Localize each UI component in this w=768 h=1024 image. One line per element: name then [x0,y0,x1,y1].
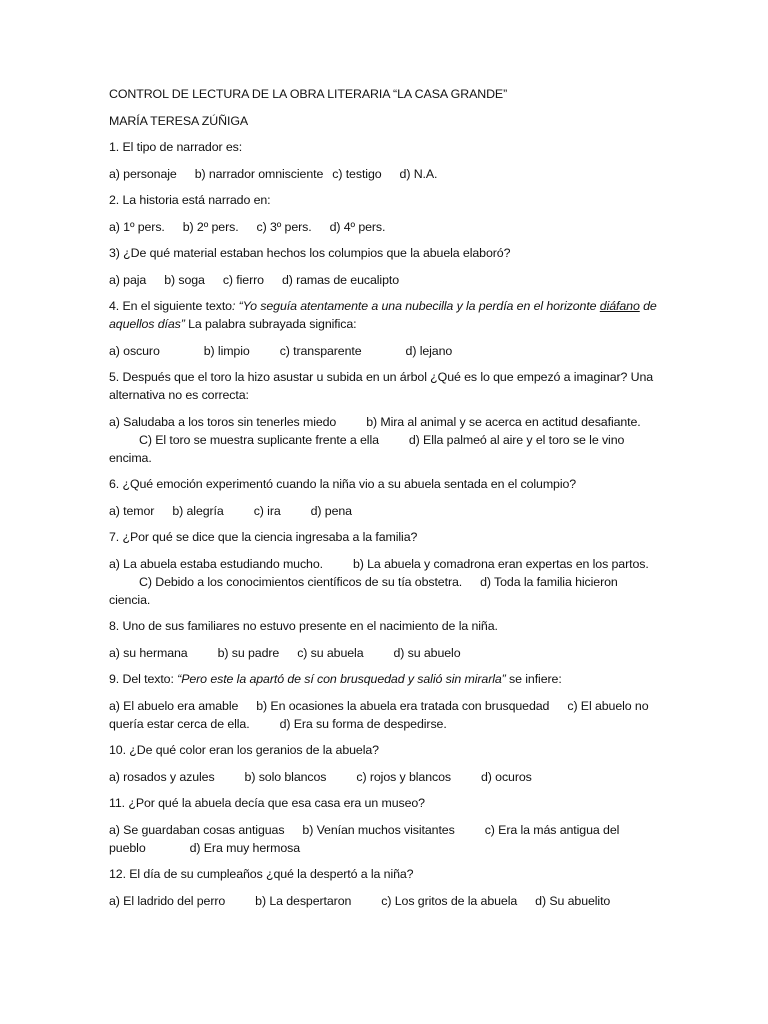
option-10b: b) solo blancos [244,769,327,784]
option-9a: a) El abuelo era amable [109,698,239,713]
question-4-quote-a: : “Yo seguía atentamente a una nubecilla y la perdía en el horizonte [231,299,600,313]
option-12a: a) El ladrido del perro [109,893,226,908]
option-3c: c) fierro [222,272,264,287]
option-6d: d) pena [310,503,352,518]
option-6a: a) temor [109,503,155,518]
question-6: 6. ¿Qué emoción experimentó cuando la niña vio a su abuela sentada en el columpio? [109,477,577,491]
options-2 [109,218,659,236]
option-12b: b) La despertaron [255,893,352,908]
options-3 [109,271,659,289]
question-4-quote-b: de aquellos días” [109,299,657,331]
option-9d: d) Era su forma de despedirse. [279,716,447,731]
option-1d: d) N.A. [399,166,438,181]
options-12 [109,892,659,910]
option-7b: b) La abuela y comadrona eran expertas en los partos. [352,556,649,571]
option-11d: d) Era muy hermosa [189,840,301,855]
options-5 [109,413,659,467]
option-5d: d) Ella palmeó al aire y el toro se le vino encima. [109,432,625,465]
options-11 [109,821,659,857]
option-3a: a) paja [109,272,147,287]
question-4 [109,297,659,333]
option-8c: c) su abuela [297,645,364,660]
option-12c: c) Los gritos de la abuela [381,893,518,908]
option-11a: a) Se guardaban cosas antiguas [109,822,285,837]
options-6 [109,502,659,520]
option-11c: c) Era la más antigua del pueblo [109,822,620,855]
option-3d: d) ramas de eucalipto [281,272,399,287]
option-12d: d) Su abuelito [535,893,611,908]
options-4 [109,342,659,360]
option-7a: a) La abuela estaba estudiando mucho. [109,556,323,571]
options-1 [109,165,659,183]
question-3: 3) ¿De qué material estaban hechos los columpios que la abuela elaboró? [109,246,511,260]
option-2a: a) 1º pers. [109,219,165,234]
question-4-prefix: 4. En el siguiente texto [109,299,232,313]
option-10a: a) rosados y azules [109,769,215,784]
options-7 [109,555,659,609]
option-10d: d) ocuros [481,769,532,784]
question-12: 12. El día de su cumpleaños ¿qué la despertó a la niña? [109,867,414,881]
question-7: 7. ¿Por qué se dice que la ciencia ingresaba a la familia? [109,530,418,544]
option-1a: a) personaje [109,166,177,181]
option-1c: c) testigo [332,166,382,181]
option-5a: a) Saludaba a los toros sin tenerles miedo [109,414,337,429]
option-4d: d) lejano [405,343,453,358]
document-title: CONTROL DE LECTURA DE LA OBRA LITERARIA “LA CASA GRANDE” [109,87,508,101]
option-8a: a) su hermana [109,645,188,660]
question-8: 8. Uno de sus familiares no estuvo presente en el nacimiento de la niña. [109,619,498,633]
option-1b: b) narrador omnisciente [194,166,324,181]
option-3b: b) soga [164,272,205,287]
worksheet-page [109,85,659,918]
option-9b: b) En ocasiones la abuela era tratada con brusquedad [256,698,550,713]
option-11b: b) Venían muchos visitantes [302,822,455,837]
options-8 [109,644,659,662]
question-9-suffix: se infiere: [505,672,562,686]
question-10: 10. ¿De qué color eran los geranios de la abuela? [109,743,379,757]
question-1: 1. El tipo de narrador es: [109,140,243,154]
options-10 [109,768,659,786]
option-4c: c) transparente [279,343,362,358]
document-author: MARÍA TERESA ZÚÑIGA [109,113,249,128]
option-10c: c) rojos y blancos [356,769,451,784]
option-7d: d) Toda la familia hicieron ciencia. [109,574,618,607]
option-5c: C) El toro se muestra suplicante frente a ella [139,432,379,447]
question-9-prefix: 9. Del texto: [109,672,178,686]
option-6c: c) ira [253,503,281,518]
option-4b: b) limpio [203,343,250,358]
option-9c: c) El abuelo no quería estar cerca de ella. [109,698,649,731]
option-8d: d) su abuelo [393,645,461,660]
option-6b: b) alegría [172,503,224,518]
question-9-quote: “Pero este la apartó de sí con brusquedad y salió sin mirarla” [177,672,506,686]
option-4a: a) oscuro [109,343,160,358]
question-4-suffix: La palabra subrayada significa: [184,317,357,331]
question-9 [109,670,659,688]
option-2b: b) 2º pers. [182,219,239,234]
option-7c: C) Debido a los conocimientos científicos de su tía obstetra. [139,574,463,589]
option-2d: d) 4º pers. [329,219,386,234]
option-8b: b) su padre [217,645,280,660]
question-2: 2. La historia está narrado en: [109,193,271,207]
question-4-underlined-word: diáfano [599,299,640,313]
option-5b: b) Mira al animal y se acerca en actitud desafiante. [366,414,641,429]
question-11: 11. ¿Por qué la abuela decía que esa casa era un museo? [109,796,425,810]
options-9 [109,697,659,733]
question-5: 5. Después que el toro la hizo asustar u subida en un árbol ¿Qué es lo que empezó a imaginar? Una alternativa no es correcta: [109,370,654,402]
option-2c: c) 3º pers. [256,219,312,234]
